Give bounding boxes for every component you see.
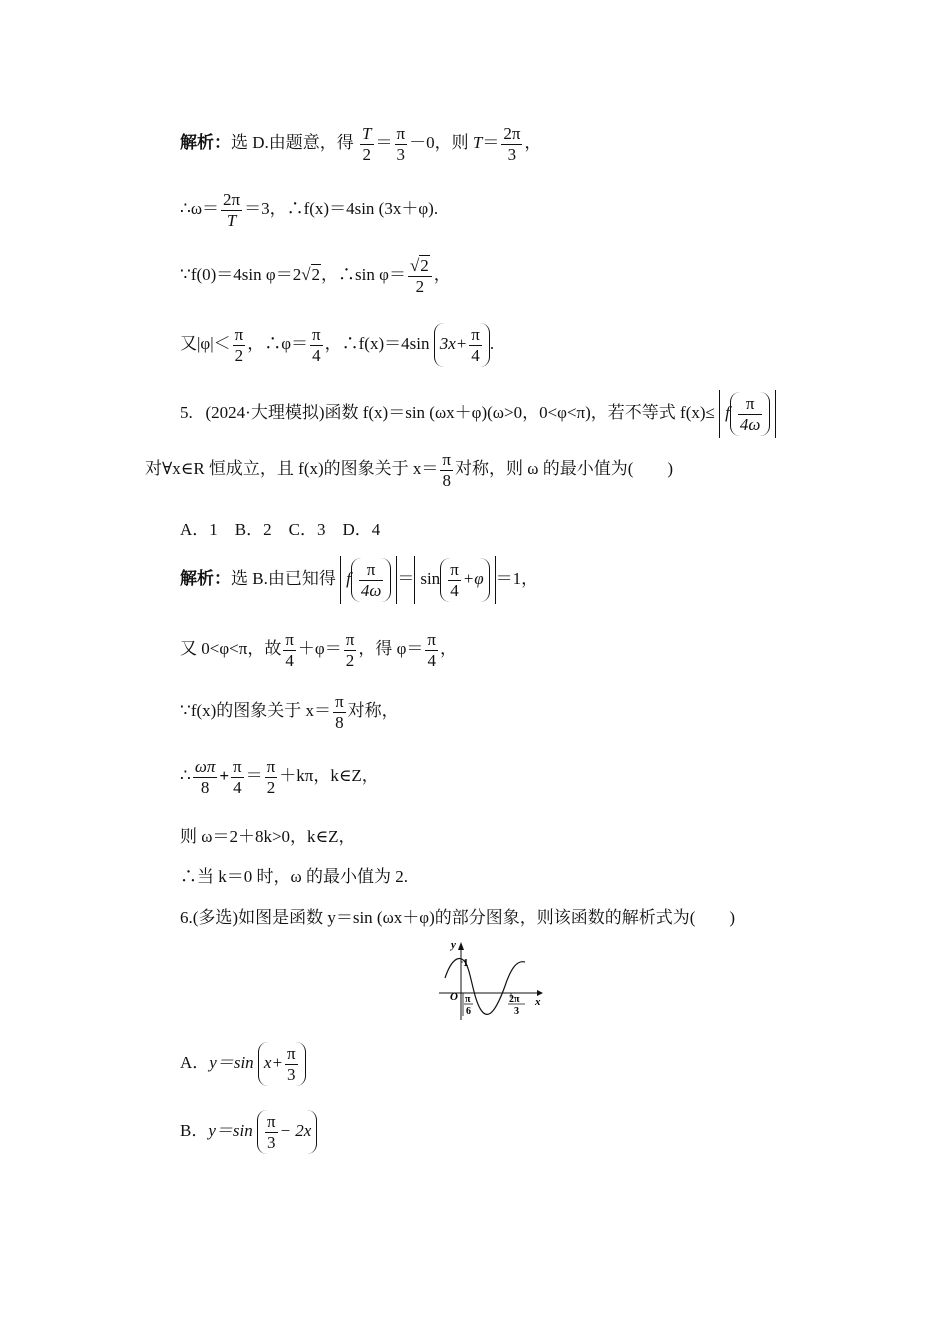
q4-analysis-line-4: 又|φ|＜ $\frac{\pi}{2}$ ，∴φ＝ $\frac{\pi}{4}$ ，∴f(x)＝4sin 3x+ $\frac{\pi}{4}$ . bbox=[180, 323, 494, 367]
fraction-pi-over-2: $\frac{\pi}{2}$ bbox=[234, 325, 244, 365]
q4-analysis-line-2: ∴ω＝ $\frac{2\pi}{T}$ ＝3，∴f(x)＝4sin (3x＋φ). bbox=[180, 190, 439, 230]
pi6-den: 6 bbox=[466, 1006, 471, 1017]
text: 选 D.由题意，得 bbox=[231, 132, 354, 152]
parenthesized-expression: 3x+ $\frac{\pi}{4}$ bbox=[434, 323, 490, 367]
fraction-2pi-over-T: $\frac{2\pi}{T}$ bbox=[223, 190, 241, 230]
q4-analysis-line-1: 解析：选 D.由题意，得 $\frac{T}{2}$ ＝ $\frac{\pi}{3}$ －0，则 T＝ $\frac{2\pi}{3}$ ， bbox=[180, 124, 542, 164]
pi23-num: 2π bbox=[509, 994, 520, 1005]
y-axis-arrow bbox=[458, 942, 464, 950]
q5-analysis-line-1: 解析：选 B.由已知得 f $\frac{\pi}{4\omega}$ ＝ sin $\frac{\pi}{4}$ +φ ＝1， bbox=[180, 556, 538, 604]
q6-option-b: B．y＝sin $\frac{\pi}{3}$ − 2x bbox=[180, 1110, 317, 1154]
sine-graph-figure bbox=[437, 938, 547, 1022]
fraction-pi-over-8: $\frac{\pi}{8}$ bbox=[442, 450, 452, 490]
q5-analysis-line-6: ∴当 k＝0 时，ω 的最小值为 2. bbox=[180, 867, 408, 886]
q5-analysis-line-3: ∵f(x)的图象关于 x＝ $\frac{\pi}{8}$ 对称， bbox=[180, 692, 399, 732]
q6-stem: 6.(多选)如图是函数 y＝sin (ωx＋φ)的部分图象，则该函数的解析式为( ) bbox=[180, 908, 736, 927]
q4-analysis-line-3: ∵f(0)＝4sin φ＝2√2，∴sin φ＝ $\frac{√2}{2}$ ， bbox=[180, 256, 451, 296]
sqrt-2: √2 bbox=[301, 264, 321, 284]
one-label: 1 bbox=[463, 957, 469, 969]
fraction-sqrt2-over-2: $\frac{√2}{2}$ bbox=[408, 256, 432, 296]
q5-options: A．1 B．2 C．3 D．4 bbox=[180, 520, 381, 539]
absolute-value-sin: sin $\frac{\pi}{4}$ +φ bbox=[414, 556, 495, 604]
analysis-label: 解析： bbox=[180, 132, 231, 152]
q5-stem-line-2: 对∀x∈R 恒成立，且 f(x)的图象关于 x＝ $\frac{\pi}{8}$ 对称，则 ω 的最小值为( ) bbox=[145, 450, 674, 490]
q5-analysis-line-4: ∴ $\frac{\omega\pi}{8}$ + $\frac{\pi}{4}$ ＝ $\frac{\pi}{2}$ ＋kπ，k∈Z， bbox=[180, 757, 379, 797]
pi23-den: 3 bbox=[514, 1006, 519, 1017]
sine-curve bbox=[445, 959, 525, 1015]
absolute-value-f: f $\frac{\pi}{4\omega}$ bbox=[340, 556, 397, 604]
origin-label: O bbox=[450, 991, 458, 1003]
absolute-value: f $\frac{\pi}{4\omega}$ bbox=[719, 390, 776, 438]
y-label: y bbox=[451, 939, 456, 951]
fraction-pi-over-4: $\frac{\pi}{4}$ bbox=[312, 325, 321, 365]
fraction-T-over-2: $\frac{T}{2}$ bbox=[362, 124, 372, 164]
pi6-num: π bbox=[465, 994, 471, 1005]
fraction-pi-over-3: $\frac{\pi}{3}$ bbox=[396, 124, 406, 164]
q6-option-a: A．y＝sin x+ $\frac{\pi}{3}$ bbox=[180, 1042, 306, 1086]
q5-analysis-line-5: 则 ω＝2＋8k>0，k∈Z， bbox=[180, 827, 356, 846]
fraction-2pi-over-3: $\frac{2\pi}{3}$ bbox=[503, 124, 521, 164]
q5-analysis-line-2: 又 0<φ<π，故 $\frac{\pi}{4}$ ＋φ＝ $\frac{\pi}{2}$ ，得 φ＝ $\frac{\pi}{4}$ ， bbox=[180, 630, 457, 670]
x-label: x bbox=[535, 996, 541, 1008]
q5-stem-line-1: 5. (2024·大理模拟)函数 f(x)＝sin (ωx＋φ)(ω>0，0<φ<π)，若不等式 f(x)≤ f $\frac{\pi}{4\omega}$ bbox=[180, 390, 776, 438]
